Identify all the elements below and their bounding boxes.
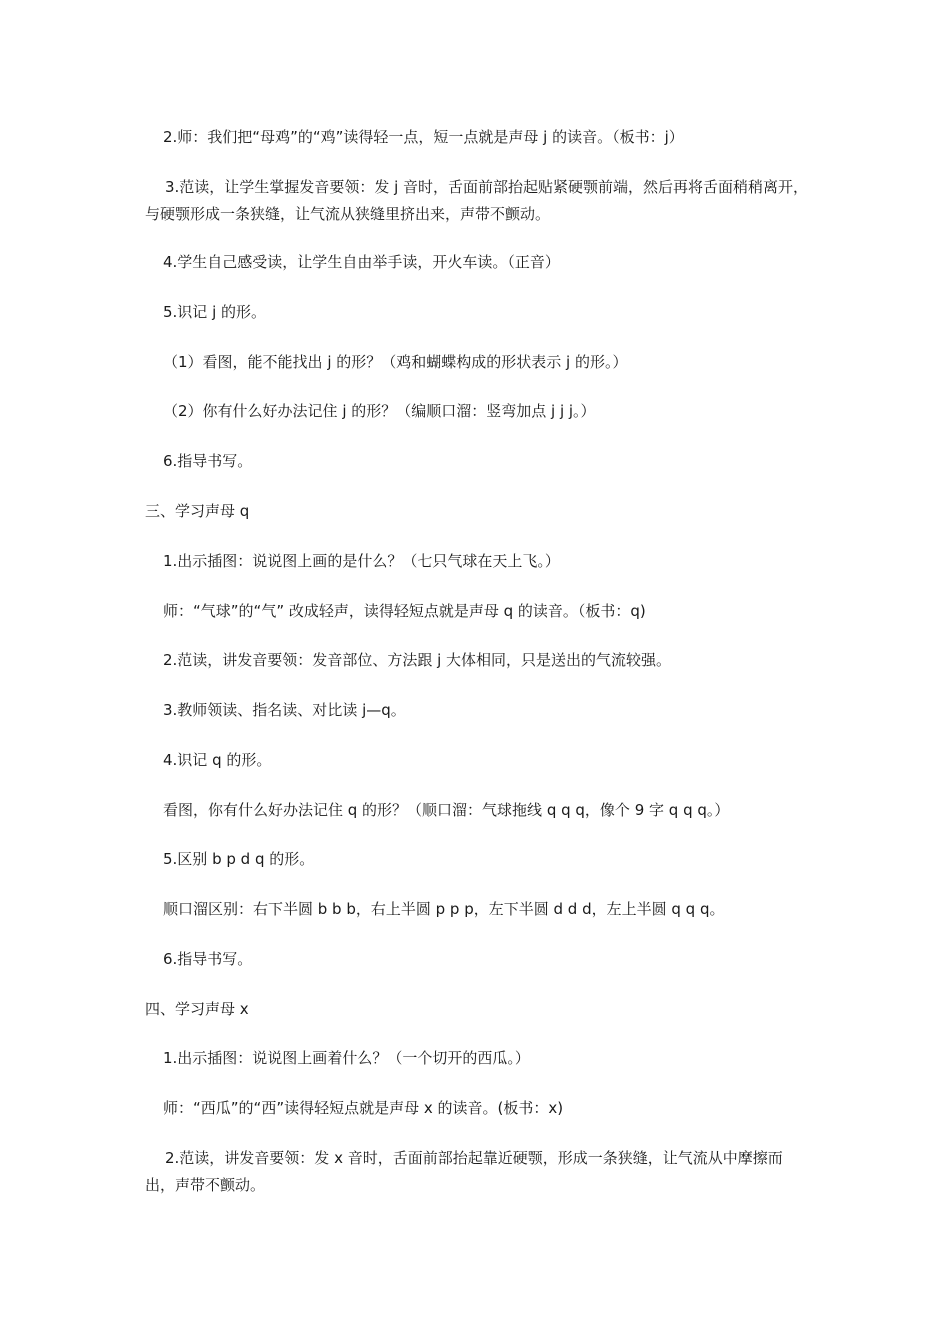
- paragraph-17: 6.指导书写。: [163, 950, 253, 968]
- paragraph-11: 2.范读，讲发音要领：发音部位、方法跟 j 大体相同，只是送出的气流较强。: [163, 651, 672, 669]
- section-heading-q: 三、学习声母 q: [145, 502, 250, 520]
- section-heading-x: 四、学习声母 x: [145, 1000, 249, 1018]
- paragraph-9: 1.出示插图：说说图上画的是什么？（七只气球在天上飞。）: [163, 552, 560, 570]
- paragraph-5: （1）看图，能不能找出 j 的形？（鸡和蝴蝶构成的形状表示 j 的形。）: [163, 353, 628, 371]
- paragraph-20: 师：“西瓜”的“西”读得轻短点就是声母 x 的读音。(板书：x): [163, 1099, 564, 1117]
- paragraph-15: 5.区别 b p d q 的形。: [163, 850, 315, 868]
- paragraph-1: 2.师：我们把“母鸡”的“鸡”读得轻一点，短一点就是声母 j 的读音。（板书：j）: [163, 128, 684, 146]
- paragraph-2: 3.范读，让学生掌握发音要领：发 j 音时，舌面前部抬起贴紧硬颚前端，然后再将舌面稍稍离开，与硬颚形成一条狭缝，让气流从狭缝里挤出来，声带不颤动。: [145, 178, 809, 223]
- paragraph-6: （2）你有什么好办法记住 j 的形？（编顺口溜：竖弯加点 j j j。）: [163, 402, 596, 420]
- paragraph-19: 1.出示插图：说说图上画着什么？（一个切开的西瓜。）: [163, 1049, 530, 1067]
- paragraph-7: 6.指导书写。: [163, 452, 253, 470]
- paragraph-16: 顺口溜区别：右下半圆 b b b，右上半圆 p p p，左下半圆 d d d，左上半圆 q q q。: [163, 900, 725, 918]
- paragraph-10: 师：“气球”的“气” 改成轻声，读得轻短点就是声母 q 的读音。（板书：q): [163, 602, 646, 620]
- paragraph-21: 2.范读，讲发音要领：发 x 音时，舌面前部抬起靠近硬颚，形成一条狭缝，让气流从中摩擦而出，声带不颤动。: [145, 1149, 783, 1194]
- paragraph-12: 3.教师领读、指名读、对比读 j—q。: [163, 701, 406, 719]
- paragraph-13: 4.识记 q 的形。: [163, 751, 272, 769]
- paragraph-14: 看图，你有什么好办法记住 q 的形？（顺口溜：气球拖线 q q q，像个 9 字 q q q。）: [163, 801, 730, 819]
- paragraph-4: 5.识记 j 的形。: [163, 303, 267, 321]
- paragraph-3: 4.学生自己感受读，让学生自由举手读，开火车读。（正音）: [163, 253, 560, 271]
